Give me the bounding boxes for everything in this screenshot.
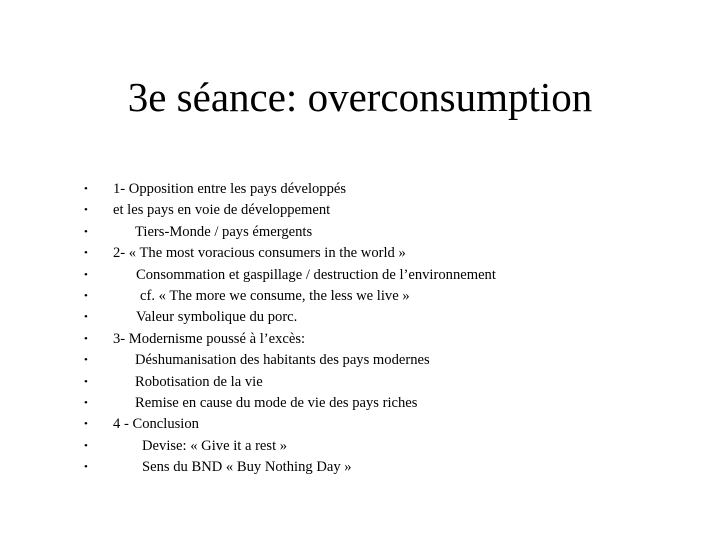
list-item-text: et les pays en voie de développement <box>113 202 331 219</box>
list-item-text: Sens du BND « Buy Nothing Day » <box>142 459 352 476</box>
list-item-text: Robotisation de la vie <box>135 373 263 390</box>
list-item-text: Remise en cause du mode de vie des pays riches <box>135 394 418 411</box>
list-item-text: Tiers-Monde / pays émergents <box>135 223 313 240</box>
list-item-text: 1- Opposition entre les pays développés <box>113 181 347 197</box>
list-item-text: cf. « The more we consume, the less we live » <box>140 287 410 304</box>
list-item-text: 2- « The most voracious consumers in the world » <box>113 245 406 262</box>
bullet-icon: • <box>84 289 88 302</box>
list-item-text: Valeur symbolique du porc. <box>136 309 298 326</box>
bullet-icon: • <box>84 439 88 452</box>
bullet-icon: • <box>84 247 88 260</box>
list-item-text: Déshumanisation des habitants des pays modernes <box>135 352 430 369</box>
bullet-icon: • <box>84 396 88 409</box>
bullet-icon: • <box>84 418 88 431</box>
slide-title: 3e séance: overconsumption <box>127 74 593 120</box>
bullet-icon: • <box>84 268 88 281</box>
list-item-text: 3- Modernisme poussé à l’excès: <box>113 330 306 347</box>
bullet-icon: • <box>84 375 88 388</box>
bullet-icon: • <box>84 225 88 238</box>
bullet-icon: • <box>84 461 88 474</box>
bullet-icon: • <box>84 183 88 195</box>
list-item-text: Devise: « Give it a rest » <box>142 437 288 454</box>
bullet-icon: • <box>84 354 88 367</box>
bullet-icon: • <box>84 204 88 217</box>
list-item-text: 4 - Conclusion <box>113 416 199 433</box>
list-item-text: Consommation et gaspillage / destruction de l’environnement <box>136 266 496 283</box>
bullet-icon: • <box>84 311 88 324</box>
bullet-icon: • <box>84 332 88 345</box>
